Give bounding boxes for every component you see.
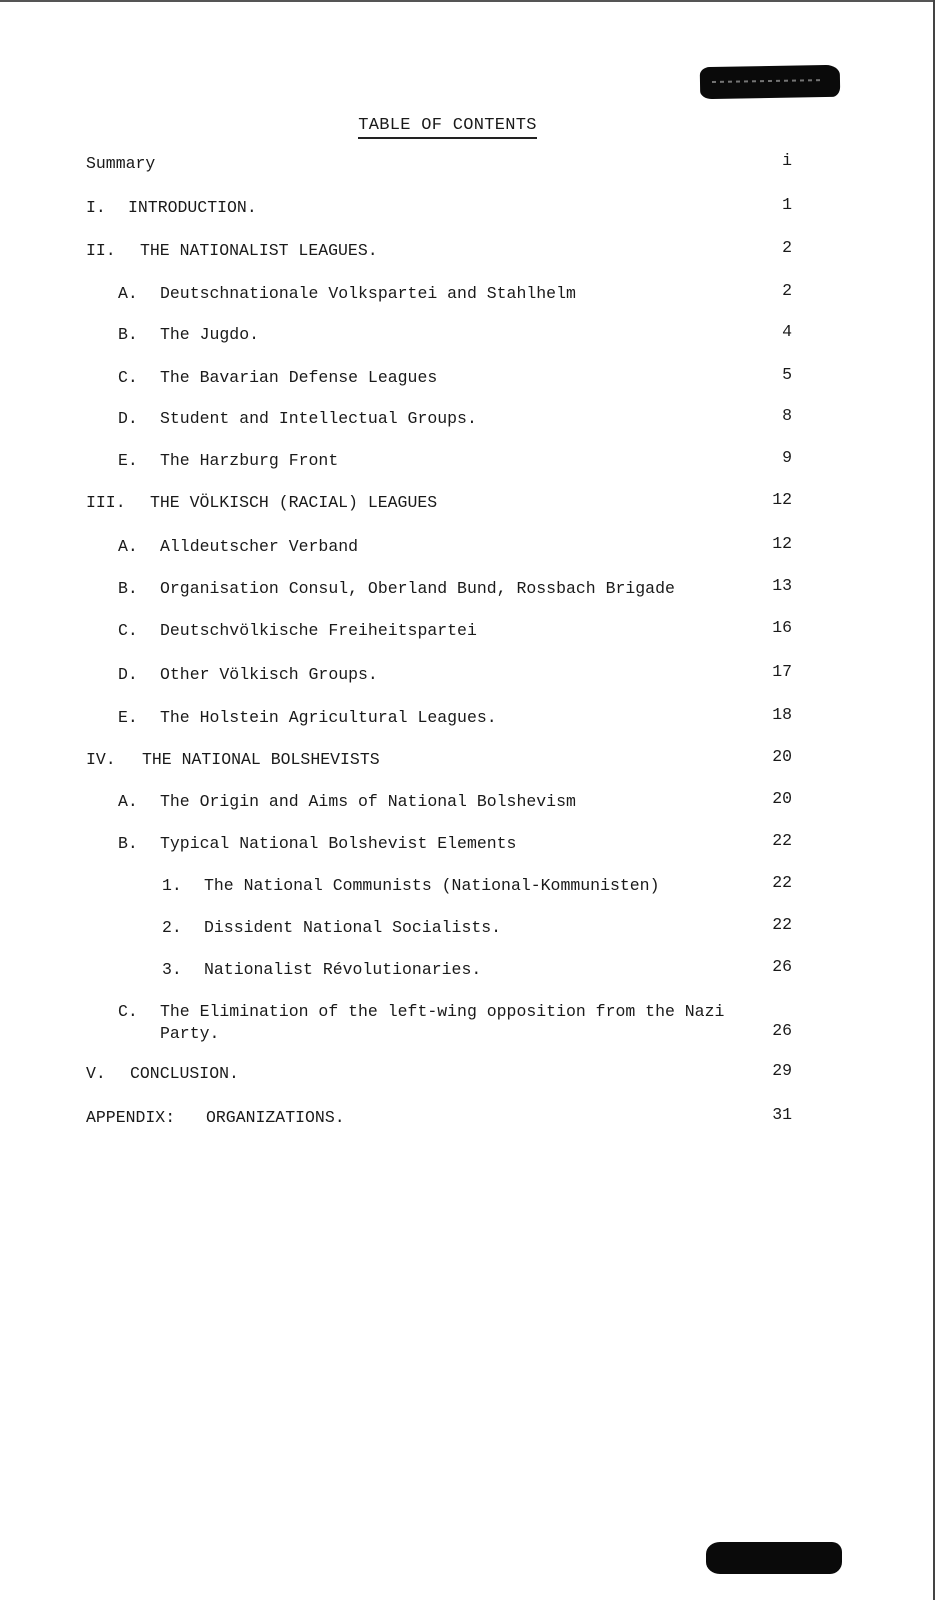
page-number: 9	[760, 447, 792, 469]
page-number: 12	[760, 533, 792, 555]
page-number: 17	[760, 661, 792, 683]
entry-title: THE VÖLKISCH (RACIAL) LEAGUES	[150, 492, 443, 514]
entry-title: Summary	[86, 153, 161, 175]
toc-entry-nationalist-revolutionaries[interactable]	[86, 959, 792, 981]
entry-title: The Jugdo.	[160, 324, 265, 346]
title-text: TABLE OF CONTENTS	[358, 116, 537, 139]
toc-entry-organisation-consul[interactable]	[86, 578, 792, 600]
entry-label: E.	[118, 707, 144, 729]
page-number: 4	[760, 321, 792, 343]
entry-title: CONCLUSION.	[130, 1063, 245, 1085]
entry-title: Student and Intellectual Groups.	[160, 408, 483, 430]
entry-title: Deutschnationale Volkspartei and Stahlhelm	[160, 283, 582, 305]
entry-label: I.	[86, 197, 112, 219]
entry-label: C.	[118, 367, 144, 389]
toc-entry-harzburg-front[interactable]	[86, 450, 792, 472]
page-number: 16	[760, 617, 792, 639]
entry-label: 1.	[162, 875, 188, 897]
entry-label: V.	[86, 1063, 112, 1085]
page-number: 20	[760, 788, 792, 810]
entry-title: Organisation Consul, Oberland Bund, Rossbach Brigade	[160, 578, 681, 600]
page-number: 22	[760, 830, 792, 852]
toc-entry-dissident-socialists[interactable]	[86, 917, 792, 939]
page-top-edge	[0, 0, 935, 2]
page-number: 18	[760, 704, 792, 726]
toc-entry-holstein-leagues[interactable]	[86, 707, 792, 729]
entry-title: INTRODUCTION.	[128, 197, 263, 219]
page-number: 26	[760, 1020, 792, 1042]
entry-title: The Elimination of the left-wing opposition from the Nazi	[160, 1002, 725, 1021]
toc-entry-elimination-label	[118, 1001, 138, 1023]
page-number: 1	[760, 194, 792, 216]
toc-entry-elimination-line1[interactable]	[160, 1001, 724, 1023]
entry-label: 2.	[162, 917, 188, 939]
entry-title: THE NATIONAL BOLSHEVISTS	[142, 749, 386, 771]
entry-title: The Holstein Agricultural Leagues.	[160, 707, 503, 729]
page-number: i	[760, 150, 792, 172]
entry-label: A.	[118, 536, 144, 558]
entry-label: II.	[86, 240, 122, 262]
entry-title: Typical National Bolshevist Elements	[160, 833, 522, 855]
toc-entry-introduction[interactable]	[86, 197, 792, 219]
entry-label: IV.	[86, 749, 122, 771]
entry-label: A.	[118, 283, 144, 305]
page-title	[0, 116, 895, 135]
page-number: 20	[760, 746, 792, 768]
page-number: 22	[760, 872, 792, 894]
entry-label: E.	[118, 450, 144, 472]
entry-label: C.	[118, 620, 144, 642]
entry-label: III.	[86, 492, 132, 514]
entry-label: D.	[118, 408, 144, 430]
entry-label: 3.	[162, 959, 188, 981]
entry-title: Other Völkisch Groups.	[160, 664, 384, 686]
page-number: 13	[760, 575, 792, 597]
entry-title: THE NATIONALIST LEAGUES.	[140, 240, 384, 262]
page-number: 2	[760, 280, 792, 302]
toc-entry-typical-elements[interactable]	[86, 833, 792, 855]
page-number: 2	[760, 237, 792, 259]
toc-entry-origin-aims[interactable]	[86, 791, 792, 813]
page-number: 22	[760, 914, 792, 936]
entry-label: APPENDIX:	[86, 1107, 181, 1129]
entry-label: A.	[118, 791, 144, 813]
toc-entry-student-groups[interactable]	[86, 408, 792, 430]
toc-entry-other-volkisch-groups[interactable]	[86, 664, 792, 686]
entry-title: The Harzburg Front	[160, 450, 344, 472]
toc-entry-appendix[interactable]	[86, 1107, 792, 1129]
toc-entry-nationalist-leagues[interactable]	[86, 240, 792, 262]
entry-label: B.	[118, 833, 144, 855]
entry-title: Nationalist Révolutionaries.	[204, 959, 487, 981]
toc-entry-freiheitspartei[interactable]	[86, 620, 792, 642]
toc-entry-summary[interactable]	[86, 153, 792, 175]
toc-entry-national-bolshevists[interactable]	[86, 749, 792, 771]
page-number: 26	[760, 956, 792, 978]
toc-entry-bavarian-defense-leagues[interactable]	[86, 367, 792, 389]
redaction-mark-bottom	[706, 1542, 842, 1574]
entry-title: The Origin and Aims of National Bolshevism	[160, 791, 582, 813]
page-number: 5	[760, 364, 792, 386]
entry-title: Deutschvölkische Freiheitspartei	[160, 620, 483, 642]
toc-entry-elimination-line2[interactable]	[86, 1023, 792, 1045]
entry-title-continued: Party.	[160, 1023, 225, 1045]
page-number: 8	[760, 405, 792, 427]
redaction-mark-top	[700, 65, 841, 99]
page-number: 29	[760, 1060, 792, 1082]
entry-label: B.	[118, 578, 144, 600]
entry-label: B.	[118, 324, 144, 346]
page-number: 31	[760, 1104, 792, 1126]
toc-entry-dnvp-stahlhelm[interactable]	[86, 283, 792, 305]
page-number: 12	[760, 489, 792, 511]
toc-entry-volkisch-leagues[interactable]	[86, 492, 792, 514]
entry-title: Alldeutscher Verband	[160, 536, 364, 558]
entry-label: D.	[118, 664, 144, 686]
toc-entry-jugdo[interactable]	[86, 324, 792, 346]
entry-title: The National Communists (National-Kommunisten)	[204, 875, 665, 897]
toc-entry-conclusion[interactable]	[86, 1063, 792, 1085]
entry-label: C.	[118, 1002, 138, 1021]
entry-title: Dissident National Socialists.	[204, 917, 507, 939]
entry-title: ORGANIZATIONS.	[206, 1107, 351, 1129]
toc-entry-national-communists[interactable]	[86, 875, 792, 897]
entry-title: The Bavarian Defense Leagues	[160, 367, 443, 389]
toc-entry-alldeutscher-verband[interactable]	[86, 536, 792, 558]
